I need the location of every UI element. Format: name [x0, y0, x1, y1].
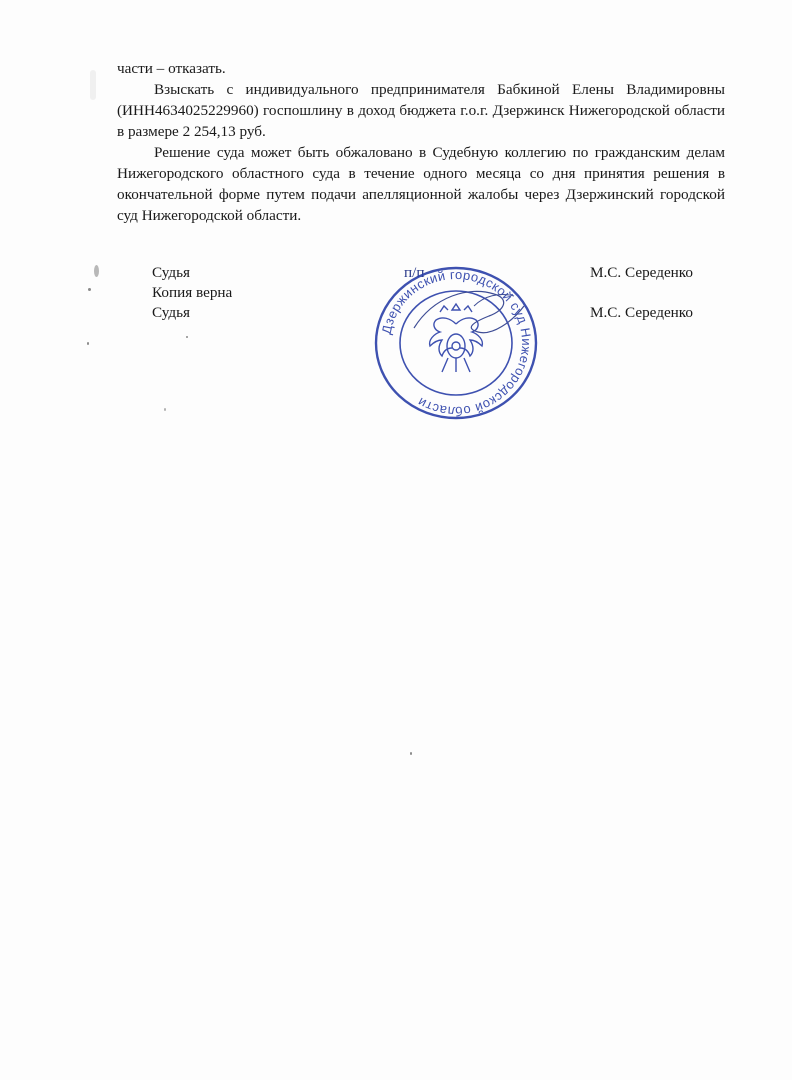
judge-label-certified: Судья — [152, 304, 191, 321]
scan-mark — [410, 752, 412, 755]
court-seal-stamp — [374, 266, 538, 420]
scan-mark — [164, 408, 166, 411]
seal-ring-text: Дзержинский городской суд Нижегородской области — [378, 266, 535, 420]
paragraph-refusal-tail: части – отказать. — [117, 60, 226, 77]
copy-certified-label: Копия верна — [152, 284, 233, 301]
scan-shadow — [90, 70, 96, 100]
judge-name: М.С. Середенко — [590, 264, 694, 281]
document-body — [117, 58, 725, 226]
scan-mark — [87, 342, 89, 345]
scan-mark — [186, 336, 188, 338]
scan-mark — [88, 288, 91, 291]
seal-inner-ring — [400, 291, 512, 395]
eagle-emblem-icon — [430, 304, 483, 372]
paragraph-appeal-notice: Решение суда может быть обжаловано в Судебную коллегию по гражданским делам Нижегородского областного суда в течение одного месяца со дня принятия решения в окончательной форме путем подачи апелляционной жалобы через Дзержинский городской суд Нижегородской области. — [117, 144, 725, 224]
scan-mark — [94, 265, 99, 277]
judge-label: Судья — [152, 264, 191, 281]
judge-name-certified: М.С. Середенко — [590, 304, 694, 321]
paragraph-state-duty: Взыскать с индивидуального предпринимателя Бабкиной Елены Владимировны (ИНН4634025229960) госпошлину в доход бюджета г.о.г. Дзержинск Нижегородской области в размере 2 254,13 руб. — [117, 81, 725, 140]
signed-mark: п/п — [404, 264, 425, 281]
